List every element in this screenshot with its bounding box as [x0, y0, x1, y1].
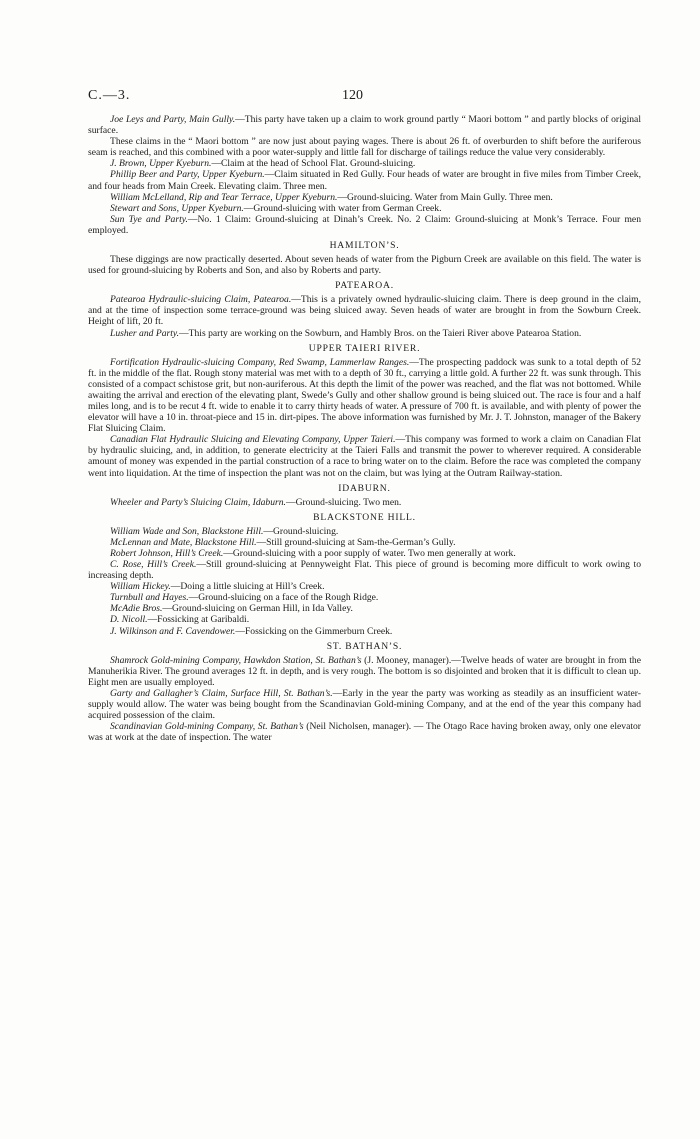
text-run: —Ground-sluicing. Water from Main Gully. Three men. [337, 191, 553, 203]
page-header [88, 88, 641, 108]
text-run: UPPER TAIERI RIVER. [308, 342, 421, 354]
claim-name: William Hickey. [110, 581, 171, 593]
paragraph [88, 434, 641, 478]
paragraph [88, 203, 641, 214]
paragraph [88, 559, 641, 581]
section-heading [88, 240, 641, 251]
text-run: (Neil Nicholsen, manager). — The Otago Race having broken away, only one elevator was at work at the date of inspection. The water [88, 721, 641, 744]
text-run: —Claim situated in Red Gully. Four heads of water are brought in five miles from Timber Creek, and four heads from Main Creek. Elevating claim. Three men. [88, 169, 642, 192]
text-run: —Ground-sluicing. [263, 525, 339, 537]
paragraph [88, 655, 641, 688]
claim-name: McLennan and Mate, Blackstone Hill. [110, 536, 257, 548]
claim-name: Sun Tye and Party. [110, 213, 188, 225]
page-number: 120 [342, 88, 363, 103]
section-heading [88, 483, 641, 494]
text-run: —Ground-sluicing on a face of the Rough Ridge. [188, 592, 379, 604]
claim-name: Phillip Beer and Party, Upper Kyeburn. [110, 169, 265, 181]
claim-name: Patearoa Hydraulic-sluicing Claim, Patearoa. [110, 294, 292, 306]
paragraph [88, 254, 641, 276]
claim-name: Shamrock Gold-mining Company, Hawkdon Station, St. Bathan’s [110, 654, 362, 666]
text-run: —Doing a little sluicing at Hill’s Creek. [170, 581, 325, 593]
text-run: —No. 1 Claim: Ground-sluicing at Dinah’s Creek. No. 2 Claim: Ground-sluicing at Monk’s Terrace. Four men employed. [88, 213, 641, 236]
section-heading [88, 280, 641, 291]
text-run: —Fossicking on the Gimmerburn Creek. [235, 625, 393, 637]
section-heading [88, 343, 641, 354]
claim-name: Garty and Gallagher’s Claim, Surface Hill, St. Bathan’s. [110, 687, 333, 699]
claim-name: C. Rose, Hill’s Creek. [110, 559, 197, 570]
text-run: —This party have taken up a claim to work ground partly “ Maori bottom ” and partly blocks of original surface. [88, 114, 641, 137]
claim-name: William McLelland, Rip and Tear Terrace, Upper Kyeburn. [110, 191, 338, 203]
paragraph [88, 158, 641, 169]
paragraph [88, 592, 641, 603]
claim-name: Joe Leys and Party, Main Gully. [110, 114, 236, 125]
text-run: —Ground-sluicing on German Hill, in Ida Valley. [162, 603, 353, 615]
text-run: (J. Mooney, manager).—Twelve heads of water are brought in from the Manuherikia River. The ground averages 12 ft. in depth, and is very rough. The bottom is so disjointed and broken that it is difficult to clean up. Eight men are usually employed. [88, 654, 641, 688]
text-run: —Ground-sluicing with water from German Creek. [243, 202, 442, 214]
claim-name: J. Brown, Upper Kyeburn. [110, 158, 212, 170]
text-run: —Ground-sluicing with a poor supply of water. Two men generally at work. [223, 547, 516, 559]
paragraph [88, 169, 641, 191]
text-run: BLACKSTONE HILL. [313, 511, 416, 523]
section-heading [88, 512, 641, 523]
paragraph [88, 526, 641, 537]
claim-name: Turnbull and Hayes. [110, 592, 189, 604]
text-run: These claims in the “ Maori bottom ” are now just about paying wages. There is about 26 ft. of overburden to shift before the auriferous seam is reached, and this combined with a poor water-supply and little fall for discharge of tailings reduce the value very considerably. [88, 136, 641, 159]
text-run: —Ground-sluicing. Two men. [285, 496, 402, 508]
paragraph [88, 603, 641, 614]
claim-name: William Wade and Son, Blackstone Hill. [110, 525, 264, 537]
text-run: —This party are working on the Sowburn, and Hambly Bros. on the Taieri River above Patearoa Station. [179, 327, 582, 339]
report-reference: C.—3. [88, 88, 131, 103]
text-run: HAMILTON’S. [329, 240, 400, 252]
paragraph [88, 721, 641, 743]
text-run: These diggings are now practically deserted. About seven heads of water from the Pigburn Creek are available on this field. The water is used for ground-sluicing by Roberts and Son, and also by Roberts and party. [88, 254, 641, 277]
claim-name: Scandinavian Gold-mining Company, St. Bathan’s [110, 721, 304, 733]
paragraph [88, 136, 641, 158]
claim-name: McAdie Bros. [110, 603, 163, 615]
paragraph [88, 214, 641, 236]
text-run: —Early in the year the party was working as steadily as an insufficient water-supply would allow. The water was being bought from the Scandinavian Gold-mining Company, and at the end of the year this company had acquired possession of the claim. [88, 687, 641, 722]
section-heading [88, 641, 641, 652]
claim-name: Lusher and Party. [110, 327, 180, 339]
paragraph [88, 626, 641, 637]
paragraph [88, 497, 641, 508]
text-run: IDABURN. [338, 482, 391, 494]
claim-name: J. Wilkinson and F. Cavendower. [110, 625, 236, 637]
paragraph [88, 614, 641, 625]
paragraph [88, 581, 641, 592]
text-run: —This is a privately owned hydraulic-sluicing claim. There is deep ground in the claim, and at the time of inspection some terrace-ground was being sluiced away. Seven heads of water are brought in from the Sowburn Creek. Height of lift, 20 ft. [88, 294, 641, 328]
paragraph [88, 328, 641, 339]
body-text [88, 114, 641, 743]
paragraph [88, 294, 641, 327]
claim-name: Fortification Hydraulic-sluicing Company, Red Swamp, Lammerlaw Ranges. [110, 356, 410, 368]
claim-name: D. Nicoll. [110, 614, 148, 626]
text-run: —This company was formed to work a claim on Canadian Flat by hydraulic sluicing, and, in addition, to generate electricity at the Taieri Falls and transmit the power to wherever required. A considerable amount of money was expended in the partial construction of a race to bring water on to the claim. Before the race was completed the company went into liquidation. At the time of inspection the plant was not on the claim, but was lying at the Outram Railway-station. [88, 434, 641, 479]
paragraph [88, 537, 641, 548]
paragraph [88, 192, 641, 203]
text-run: PATEAROA. [335, 280, 394, 292]
claim-name: Canadian Flat Hydraulic Sluicing and Elevating Company, Upper Taieri. [110, 434, 396, 446]
paragraph [88, 688, 641, 721]
document-page [88, 88, 641, 743]
text-run: ST. BATHAN’S. [326, 640, 403, 652]
claim-name: Robert Johnson, Hill’s Creek. [110, 547, 224, 559]
claim-name: Stewart and Sons, Upper Kyeburn. [110, 202, 244, 214]
text-run: —Still ground-sluicing at Pennyweight Flat. This piece of ground is becoming more difficult to work owing to increasing depth. [88, 559, 641, 582]
paragraph [88, 548, 641, 559]
paragraph [88, 114, 641, 136]
text-run: —Fossicking at Garibaldi. [147, 614, 250, 626]
text-run: —Still ground-sluicing at Sam-the-German’s Gully. [256, 536, 456, 548]
text-run: —The prospecting paddock was sunk to a total depth of 52 ft. in the middle of the flat. Rough stony material was met with to a depth of 30 ft., carrying a little gold. A further 22 ft. was sunk through. This consisted of a compact schistose grit, but non-auriferous. At this depth the limit of the power was reached, and the flat was not bottomed. While awaiting the arrival and erection of the elevating plant, Swede’s Gully and other shallow ground is being sluiced out. The race is four and a half miles long, and is to be recut 4 ft. wide to enable it to carry thirty heads of water. A pressure of 700 ft. is available, and with plenty of power the elevator will have a 10 in. throat-piece and 15 in. dirt-pipes. The above information was furnished by Mr. J. T. Johnston, manager of the Bakery Flat Sluicing Claim. [88, 356, 641, 435]
claim-name: Wheeler and Party’s Sluicing Claim, Idaburn. [110, 496, 286, 508]
paragraph [88, 357, 641, 435]
text-run: —Claim at the head of School Flat. Ground-sluicing. [211, 158, 416, 170]
